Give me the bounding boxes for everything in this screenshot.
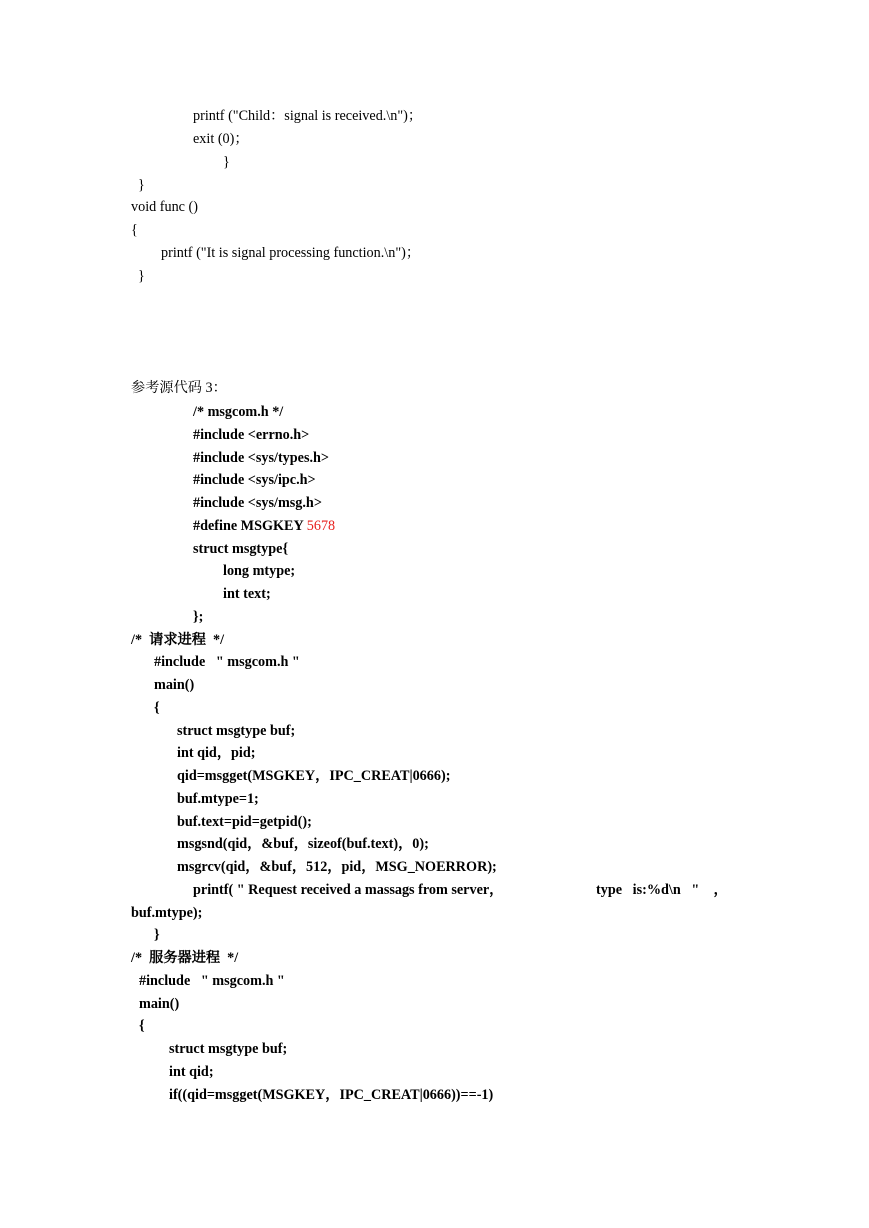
request-printf-continuation: buf.mtype); [131, 905, 203, 921]
request-body-line: int qid，pid; [177, 745, 256, 761]
server-include: #include " msgcom.h " [139, 973, 285, 989]
request-body-line: struct msgtype buf; [177, 723, 296, 739]
code-line-void-func: void func () [131, 199, 198, 215]
code-line-func-close-brace: } [138, 268, 145, 284]
server-open-brace: { [139, 1018, 145, 1034]
code-line-include-ipc: #include <sys/ipc.h> [193, 472, 316, 488]
code-line-include-errno: #include <errno.h> [193, 427, 310, 443]
define-prefix: #define MSGKEY [193, 518, 307, 534]
server-body-line: struct msgtype buf; [169, 1041, 288, 1057]
request-body-line: buf.text=pid=getpid(); [177, 814, 312, 830]
code-line-include-msg: #include <sys/msg.h> [193, 495, 322, 511]
code-line-printf-child: printf ("Child：signal is received.\n")； [193, 108, 423, 124]
request-close-brace: } [154, 927, 160, 943]
server-process-comment: /* 服务器进程 */ [131, 950, 239, 966]
code-line-define-msgkey [193, 517, 335, 535]
request-printf-part1: printf( " Request received a massags from server， [193, 882, 504, 898]
section-heading: 参考源代码 3： [131, 380, 227, 396]
code-line-close-brace: } [138, 177, 145, 193]
code-line-struct-text: int text; [223, 586, 271, 602]
code-line-struct-close: }; [193, 609, 204, 625]
server-body-line: int qid; [169, 1064, 214, 1080]
server-body-line: if((qid=msgget(MSGKEY，IPC_CREAT|0666))==-1) [169, 1087, 494, 1103]
request-body-line: buf.mtype=1; [177, 791, 259, 807]
code-line-open-brace: { [131, 222, 138, 238]
code-line-printf-signal: printf ("It is signal processing function.\n")； [161, 245, 421, 261]
server-main: main() [139, 996, 180, 1012]
request-body-line: msgsnd(qid，&buf，sizeof(buf.text)，0); [177, 836, 429, 852]
request-open-brace: { [154, 700, 160, 716]
request-main: main() [154, 677, 195, 693]
code-line-header-comment: /* msgcom.h */ [193, 404, 284, 420]
code-line-exit: exit (0)； [193, 131, 249, 147]
code-line-inner-close-brace: } [223, 154, 230, 170]
code-line-struct-open: struct msgtype{ [193, 541, 289, 557]
request-body-line: msgrcv(qid，&buf，512，pid，MSG_NOERROR); [177, 859, 497, 875]
code-line-include-types: #include <sys/types.h> [193, 450, 330, 466]
request-process-comment: /* 请求进程 */ [131, 632, 225, 648]
define-value: 5678 [306, 518, 336, 534]
request-body-line: qid=msgget(MSGKEY，IPC_CREAT|0666); [177, 768, 451, 784]
request-include: #include " msgcom.h " [154, 654, 300, 670]
code-line-struct-mtype: long mtype; [223, 563, 296, 579]
request-printf-part2: type is:%d\n " ， [596, 882, 728, 898]
